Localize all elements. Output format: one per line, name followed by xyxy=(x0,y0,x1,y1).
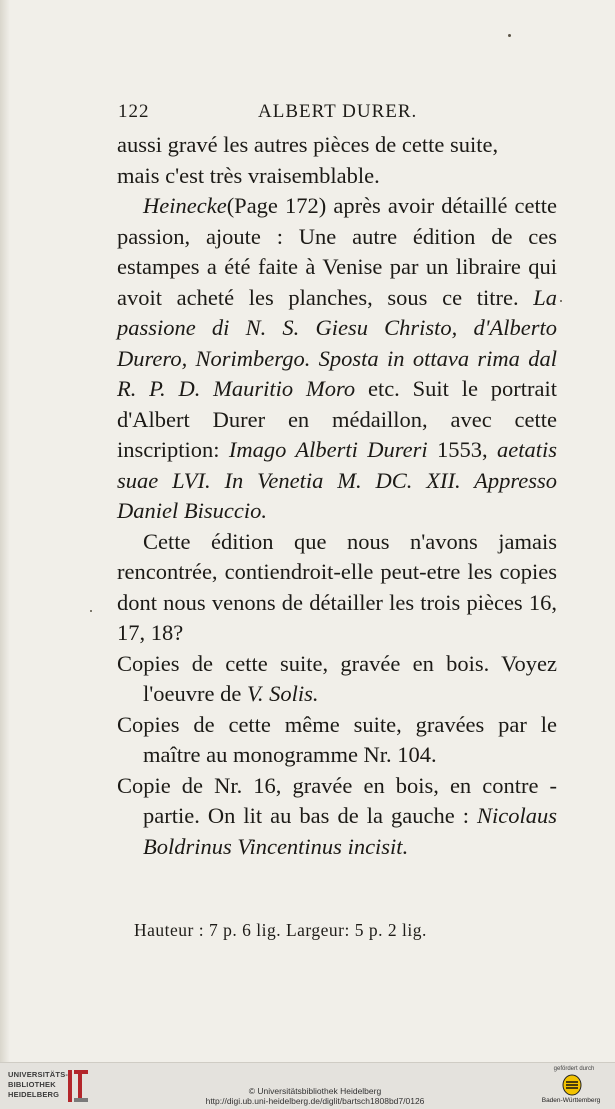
paper-speck xyxy=(508,34,511,37)
source-url[interactable]: http://digi.ub.uni-heidelberg.de/diglit/bartsch1808bd7/0126 xyxy=(205,1096,425,1106)
credit-block xyxy=(150,1086,480,1106)
copy-entry: Copie de Nr. 16, gravée en bois, en contre - partie. On lit au bas de la gauche : Nicolaus Boldrinus Vincentinus incisit. xyxy=(117,772,557,859)
paragraph-heinecke: Heinecke(Page 172) après avoir détaillé cette passion, ajoute : Une autre édition de ces estampes a été faite à Venise par un libraire qui avoit acheté les planches, sous ce titre. La passione di N. S. Giesu Christo, d'Alberto Durero, Norimbergo. Sposta in ottava rima dal R. P. D. Mauritio Moro etc. Suit le portrait d'Albert Durer en médaillon, avec cette inscription: Imago Alberti Dureri 1553, aetatis suae LVI. In Venetia M. DC. XII. Appresso Daniel Bisuccio. xyxy=(117,193,557,523)
paper-speck xyxy=(90,610,92,612)
state-crest-icon xyxy=(562,1074,582,1096)
inscription-cont: aetatis suae LVI. In Venetia M. DC. XII. Appresso Daniel Bisuccio. xyxy=(117,437,557,523)
paragraph-edition: Cette édition que nous n'avons jamais rencontrée, contiendroit-elle peut-etre les copies dont nous venons de détailler les trois pièces 16, 17, 18? xyxy=(117,528,557,645)
inscription: Imago Alberti Dureri xyxy=(228,437,428,462)
library-emblem-icon xyxy=(64,1068,92,1104)
dimensions-line: Hauteur : 7 p. 6 lig. Largeur: 5 p. 2 lig. xyxy=(134,920,427,940)
text-line: mais c'est très vraisemblable. xyxy=(117,162,380,188)
copy-entry: Copies de cette suite, gravée en bois. Voyez l'oeuvre de V. Solis. xyxy=(117,650,557,706)
page-number: 122 xyxy=(118,101,150,122)
copyright-text: © Universitätsbibliothek Heidelberg xyxy=(248,1086,382,1096)
funder-logo[interactable] xyxy=(530,1066,610,1106)
copy-entry: Copies de cette même suite, gravées par le maître au monogramme Nr. 104. xyxy=(117,711,557,767)
body-text xyxy=(117,130,557,862)
page-edge-shadow xyxy=(0,0,10,1062)
book-title: La passione di N. S. Giesu Christo, d'Alberto Durero, Norimbergo. Sposta in ottava rima dal R. P. D. Mauritio Moro xyxy=(117,284,557,401)
funded-by-label: gefördert durch xyxy=(553,1066,595,1072)
author-name: Heinecke xyxy=(143,193,227,218)
running-header xyxy=(118,101,548,127)
funder-name: Baden-Württemberg xyxy=(541,1097,601,1104)
running-title: ALBERT DURER. xyxy=(258,101,418,122)
library-logo[interactable] xyxy=(8,1068,90,1104)
library-name: UNIVERSITÄTS- BIBLIOTHEK HEIDELBERG xyxy=(8,1070,69,1099)
text-line: aussi gravé les autres pièces de cette suite, xyxy=(117,132,499,157)
paper-speck xyxy=(560,300,562,302)
